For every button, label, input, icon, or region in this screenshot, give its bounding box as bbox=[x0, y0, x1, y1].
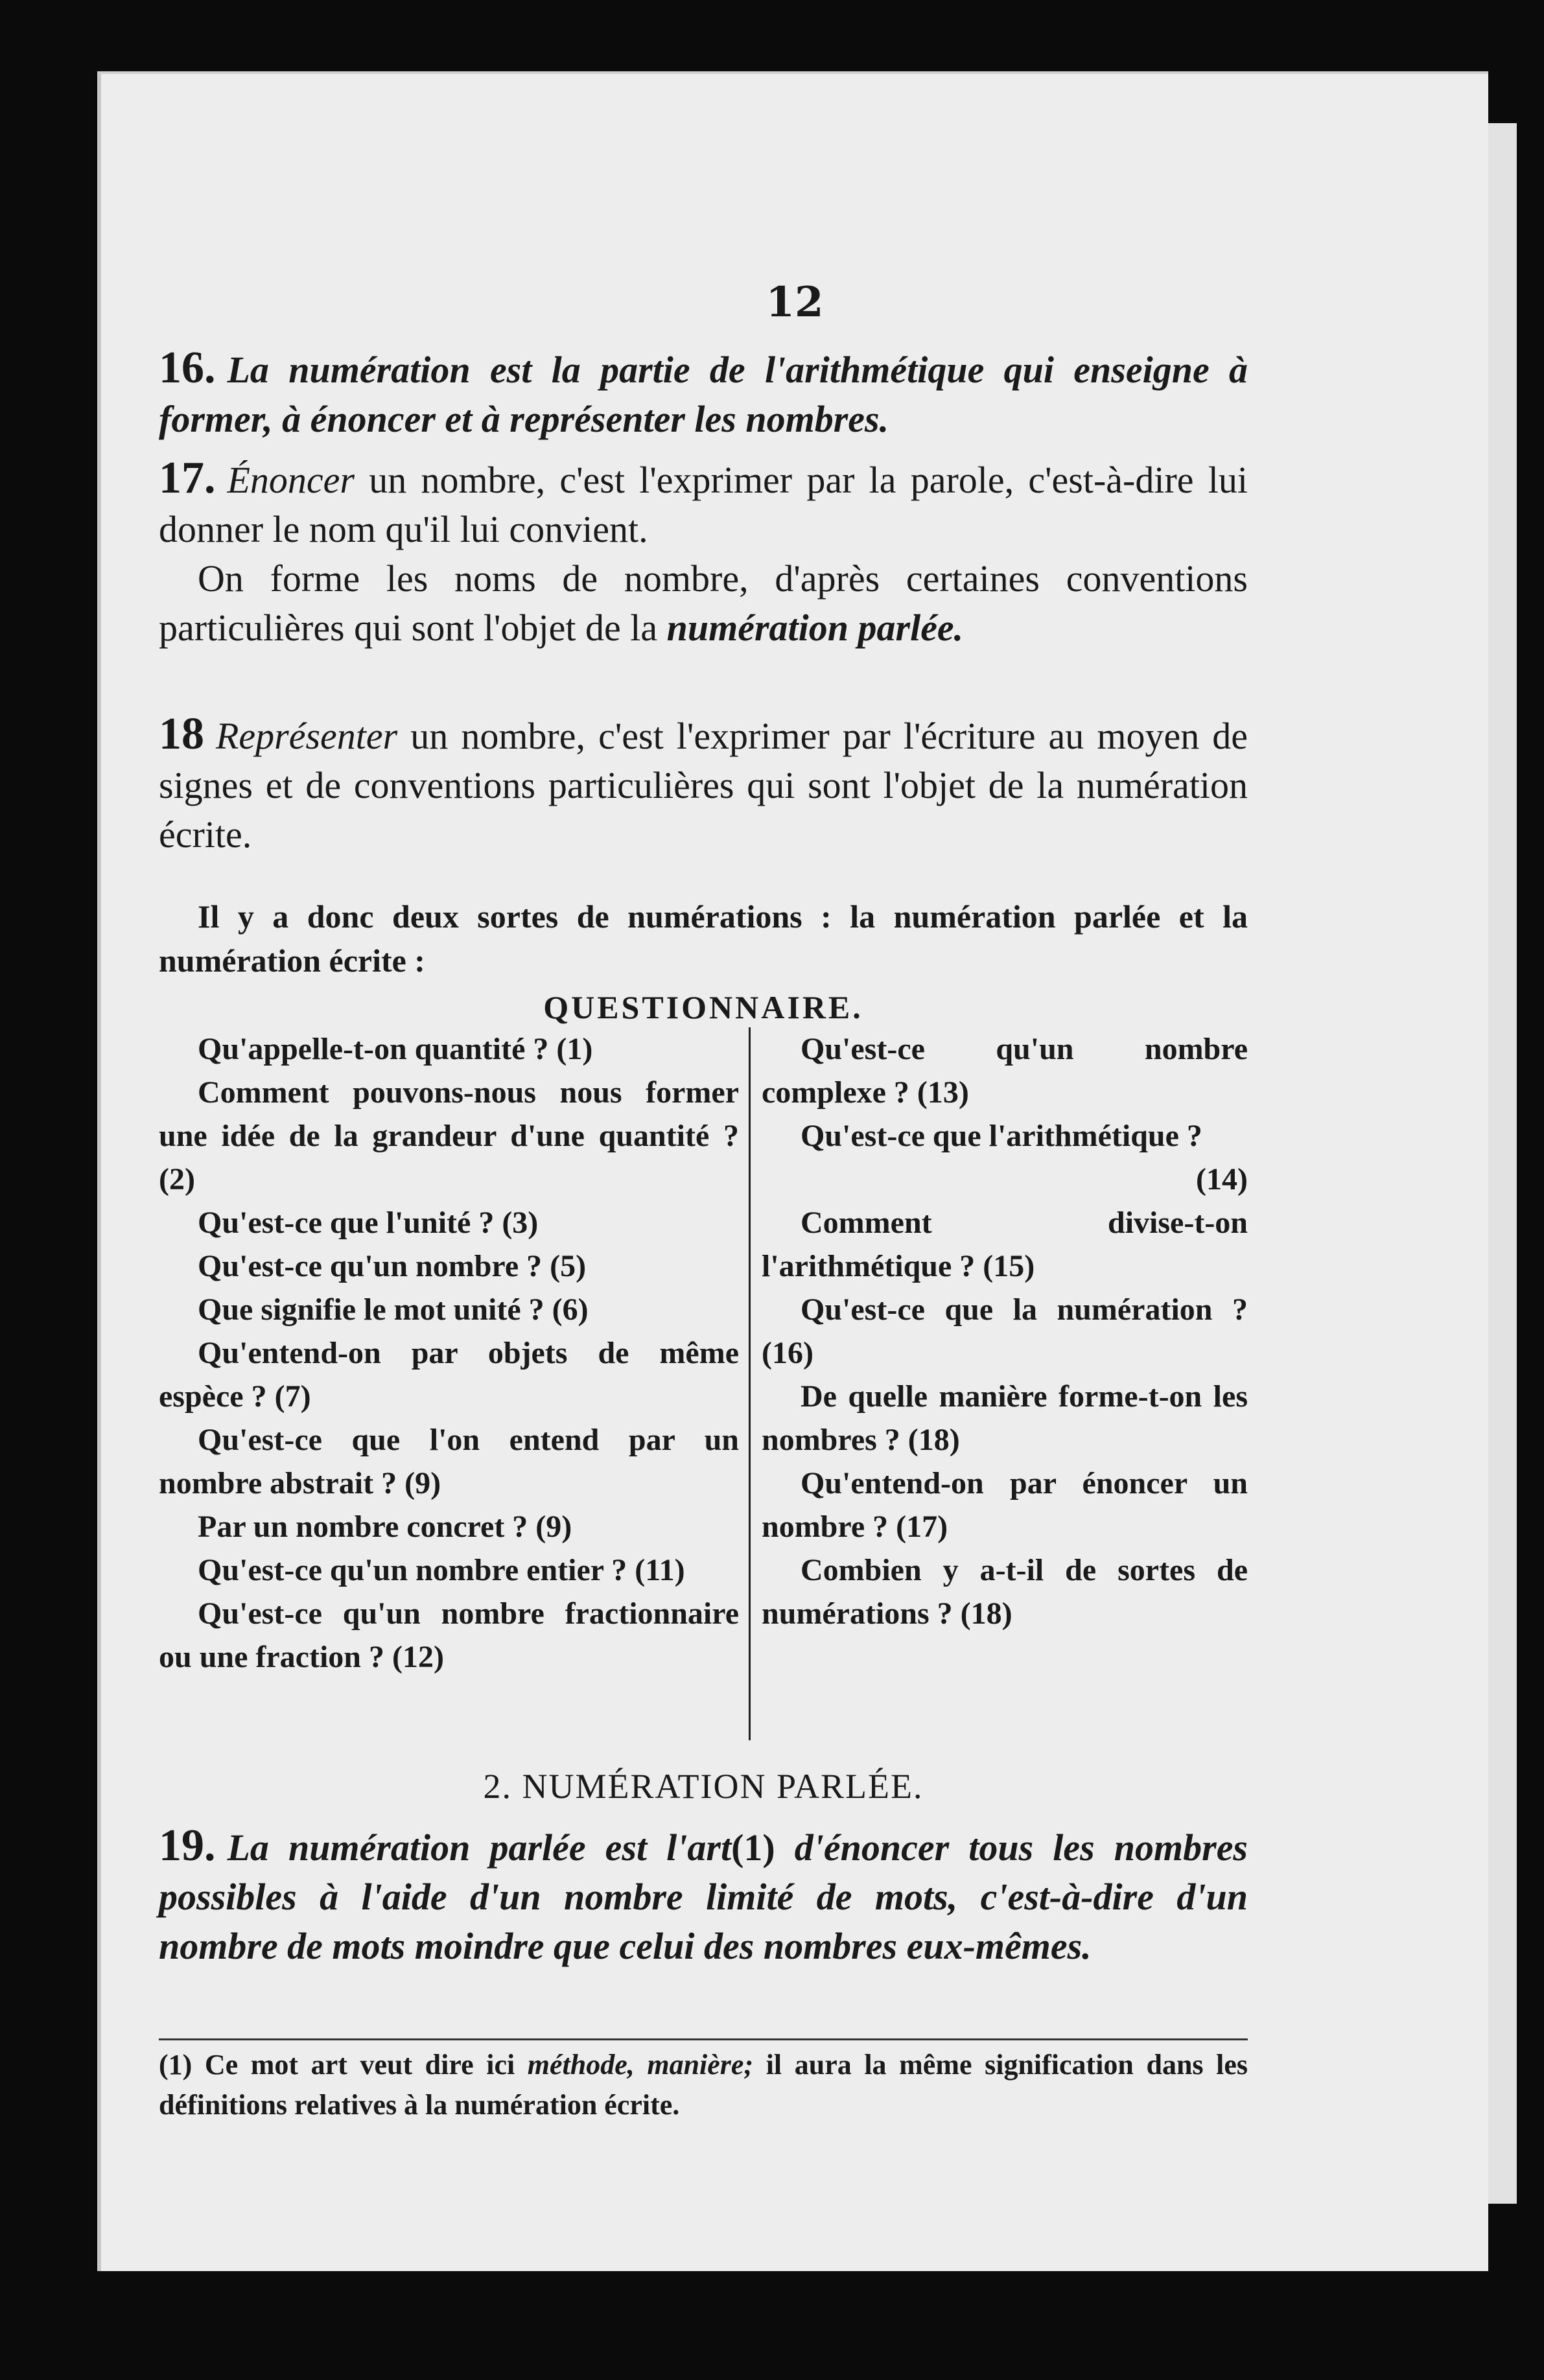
paragraph-text: un nombre, c'est l'exprimer par la parole, c'est-à-dire lui donner le nom qu'il lui convient. bbox=[159, 459, 1248, 550]
questionnaire-title: QUESTIONNAIRE. bbox=[543, 989, 863, 1025]
paragraph-number: 18 bbox=[159, 709, 204, 759]
paragraph-text-2: On forme les noms de nombre, d'après certaines conventions particulières qui sont l'objet de la bbox=[159, 557, 1248, 649]
paragraph-number: 19. bbox=[159, 1821, 216, 1871]
question: Que signifie le mot unité ? (6) bbox=[198, 1292, 589, 1327]
questionnaire-left-column bbox=[159, 1027, 739, 1679]
question: De quelle manière forme-t-on les nombres ? (18) bbox=[762, 1379, 1248, 1457]
footnote-text-2: il aura la même signification dans les définitions relatives à la numération écrite. bbox=[159, 2049, 1248, 2121]
summary-text: Il y a donc deux sortes de numérations : la numération parlée et la numération écrite : bbox=[159, 898, 1248, 979]
paragraph-text: un nombre, c'est l'exprimer par l'écriture au moyen de signes et de conventions particulières qui sont l'objet de la numération écrite. bbox=[159, 715, 1248, 856]
paragraph-16 bbox=[159, 344, 1248, 444]
question: Comment divise-t-on l'arithmétique ? (15) bbox=[762, 1206, 1248, 1283]
footnote-text: (1) Ce mot art veut dire ici bbox=[159, 2049, 528, 2081]
question: Qu'est-ce qu'un nombre fractionnaire ou une fraction ? (12) bbox=[159, 1596, 739, 1674]
questionnaire bbox=[159, 1027, 1248, 1747]
column-divider bbox=[749, 1027, 751, 1740]
paragraph-17 bbox=[159, 454, 1248, 653]
section-title: 2. NUMÉRATION PARLÉE. bbox=[483, 1767, 924, 1806]
paragraph-number: 17. bbox=[159, 453, 216, 503]
question: Qu'appelle-t-on quantité ? (1) bbox=[198, 1032, 593, 1066]
question: Par un nombre concret ? (9) bbox=[198, 1510, 572, 1544]
question: Qu'est-ce qu'un nombre ? (5) bbox=[198, 1249, 587, 1283]
question: Qu'entend-on par énoncer un nombre ? (17) bbox=[762, 1466, 1248, 1544]
paragraph-text-2: d'énoncer tous les nombres possibles à l'aide d'un nombre limité de mots, c'est-à-dire d'un nombre de mots moindre que celui des nombres eux-mêmes. bbox=[159, 1826, 1248, 1967]
footnote-term: méthode, manière; bbox=[527, 2049, 754, 2081]
term-2: numération parlée. bbox=[666, 607, 964, 649]
footnote-rule bbox=[159, 2038, 1248, 2040]
page-number: 12 bbox=[766, 278, 824, 327]
term: Énoncer bbox=[227, 459, 355, 501]
question: Comment pouvons-nous nous former une idée de la grandeur d'une quantité ? (2) bbox=[159, 1075, 739, 1196]
question: Qu'est-ce que l'unité ? (3) bbox=[198, 1206, 539, 1240]
question-ref: (14) bbox=[1196, 1162, 1248, 1196]
question: Qu'est-ce que l'arithmétique ? bbox=[801, 1119, 1202, 1153]
paragraph-18 bbox=[159, 710, 1248, 859]
paragraph-19 bbox=[159, 1821, 1248, 1971]
question: Qu'est-ce que l'on entend par un nombre abstrait ? (9) bbox=[159, 1423, 739, 1500]
footnote-ref: (1) bbox=[731, 1826, 775, 1869]
question: Qu'entend-on par objets de même espèce ? (7) bbox=[159, 1336, 739, 1414]
summary bbox=[159, 894, 1248, 983]
footnote bbox=[159, 2045, 1248, 2125]
question: Qu'est-ce qu'un nombre entier ? (11) bbox=[198, 1553, 685, 1587]
paragraph-text: La numération parlée est l'art bbox=[227, 1826, 732, 1869]
question: Qu'est-ce que la numération ? (16) bbox=[762, 1292, 1248, 1370]
term: Représenter bbox=[216, 715, 398, 757]
question: Combien y a-t-il de sortes de numérations ? (18) bbox=[762, 1553, 1248, 1631]
paragraph-text: La numération est la partie de l'arithmétique qui enseigne à former, à énoncer et à représenter les nombres. bbox=[159, 349, 1248, 440]
paragraph-number: 16. bbox=[159, 343, 216, 393]
question: Qu'est-ce qu'un nombre complexe ? (13) bbox=[762, 1032, 1248, 1110]
questionnaire-right-column bbox=[762, 1027, 1248, 1635]
